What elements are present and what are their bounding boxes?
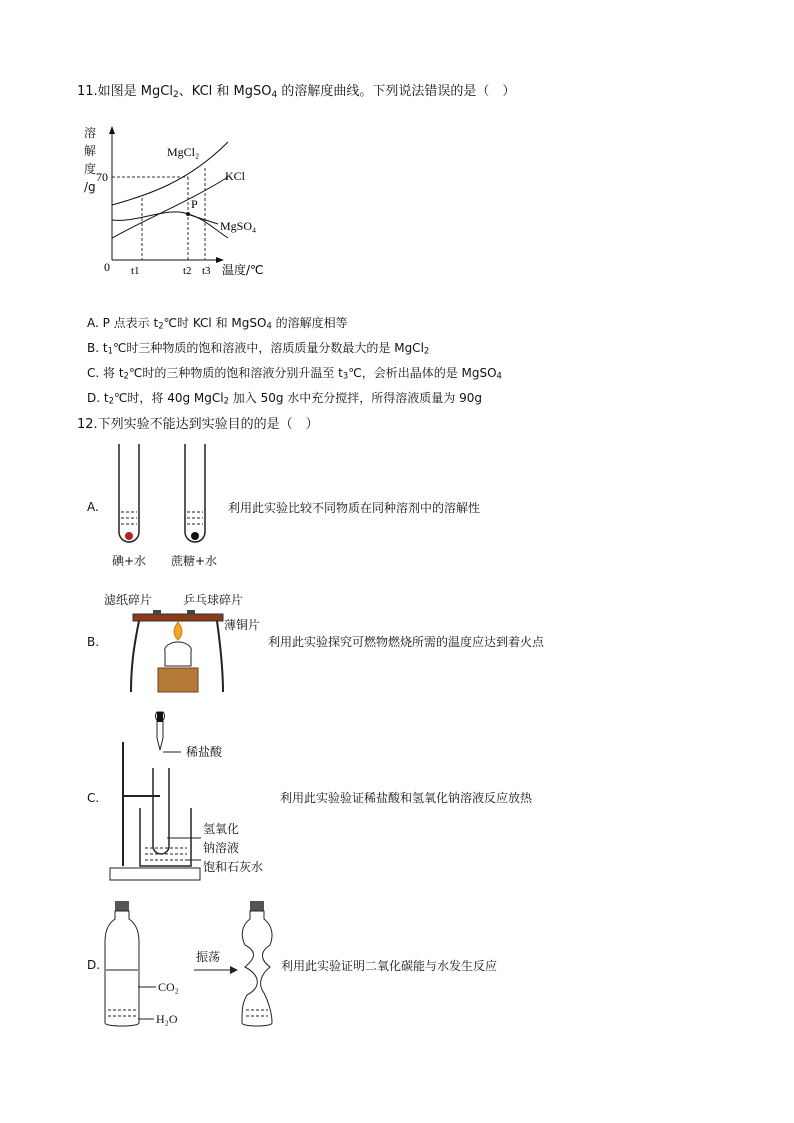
q11-option-a: A. P 点表示 $t_2℃$时 KCl 和 MgSO$_4$ 的溶解度相等: [87, 316, 348, 331]
label-limewater: 饱和石灰水: [203, 860, 264, 874]
sugar-solid: [191, 532, 199, 540]
q12-option-a-text: 利用此实验比较不同物质在同种溶剂中的溶解性: [228, 501, 481, 515]
q11-option-c: C. 将 $t_2℃$时的三种物质的饱和溶液分别升温至 $t_3℃$，会析出晶体的是 MgSO$_4$: [87, 366, 502, 381]
q11-option-b: B. $t_1℃$时三种物质的饱和溶液中，溶质质量分数最大的是 MgCl$_2$: [87, 341, 430, 356]
inner-test-tube: [153, 768, 169, 854]
iodine-solid: [125, 532, 133, 540]
tube-iodine: [119, 444, 139, 542]
curve-kcl: [112, 177, 228, 238]
x-tick-t3: t3: [202, 265, 211, 277]
point-p: [186, 212, 190, 216]
shake-arrow-head: [230, 966, 238, 974]
bottle-after: [242, 911, 272, 1026]
tripod-leg-left: [131, 621, 139, 692]
point-p-label: P: [191, 197, 198, 211]
label-iodine-water: 碘+水: [112, 554, 147, 568]
chart-ylabel-4: /g: [84, 180, 96, 194]
legend-mgcl2: MgCl₂: [167, 145, 200, 159]
bottle-before: [105, 911, 139, 1026]
q11-option-d: D. $t_2℃$时，将 40g MgCl$_2$ 加入 50g 水中充分搅拌，所得溶液质量为 90g: [87, 391, 482, 406]
q12-option-c-letter: C.: [87, 791, 100, 805]
q11-stem: 11.如图是 MgCl$_2$、KCl 和 MgSO$_4$ 的溶解度曲线。下列说法错误的是（ ）: [77, 84, 516, 100]
x-tick-t2: t2: [183, 265, 192, 277]
label-pingpong: 乒乓球碎片: [183, 593, 244, 607]
y-axis-arrow: [109, 126, 115, 134]
q12-option-a-letter: A.: [87, 500, 99, 514]
legend-kcl: KCl: [225, 169, 246, 183]
stand-base: [110, 868, 200, 880]
label-shake: 振荡: [196, 950, 221, 964]
bottle2-cap: [250, 901, 264, 911]
y-tick-70: 70: [96, 170, 108, 184]
label-copper-sheet: 薄铜片: [224, 618, 261, 632]
tube-sugar: [185, 444, 205, 542]
label-filter-paper: 滤纸碎片: [104, 593, 153, 607]
q12-stem: 12.下列实验不能达到实验目的的是（ ）: [77, 417, 319, 432]
test-tubes-figure: [105, 440, 215, 550]
q12-option-c-text: 利用此实验验证稀盐酸和氢氧化钠溶液反应放热: [280, 791, 533, 805]
tripod-leg-right: [217, 621, 223, 692]
pingpong-piece: [187, 610, 195, 615]
chart-ylabel-1: 溶: [84, 126, 97, 140]
filter-paper-piece: [153, 610, 161, 615]
curve-mgso4: [112, 212, 228, 238]
mgso4-leader: [190, 215, 218, 224]
label-naoh-2: 钠溶液: [203, 841, 240, 855]
q12-option-b-text: 利用此实验探究可燃物燃烧所需的温度应达到着火点: [268, 635, 545, 649]
legend-mgso4: MgSO₄: [220, 219, 257, 233]
wood-block: [158, 668, 198, 692]
label-sugar-water: 蔗糖+水: [171, 554, 218, 568]
bottles-figure: [100, 895, 290, 1035]
x-tick-t1: t1: [131, 265, 140, 277]
label-co2: CO₂: [158, 980, 179, 994]
solubility-chart: [78, 120, 278, 290]
x-axis-label: 温度/℃: [222, 263, 264, 277]
beaker-setup-figure: [105, 708, 205, 886]
q12-option-d-letter: D.: [87, 958, 101, 972]
label-h2o: H₂O: [156, 1012, 178, 1026]
flame: [174, 622, 182, 640]
chart-ylabel-2: 解: [84, 144, 97, 158]
tripod-burner-figure: [125, 600, 235, 695]
beaker: [140, 808, 191, 866]
q12-option-b-letter: B.: [87, 635, 100, 649]
q12-option-d-text: 利用此实验证明二氧化碳能与水发生反应: [281, 959, 498, 973]
label-hcl: 稀盐酸: [186, 745, 223, 759]
alcohol-lamp: [165, 642, 192, 666]
bottle1-cap: [115, 901, 129, 911]
label-naoh-1: 氢氧化: [203, 822, 240, 836]
chart-ylabel-3: 度: [84, 162, 97, 176]
copper-sheet: [133, 614, 223, 621]
origin-label: 0: [104, 260, 110, 274]
